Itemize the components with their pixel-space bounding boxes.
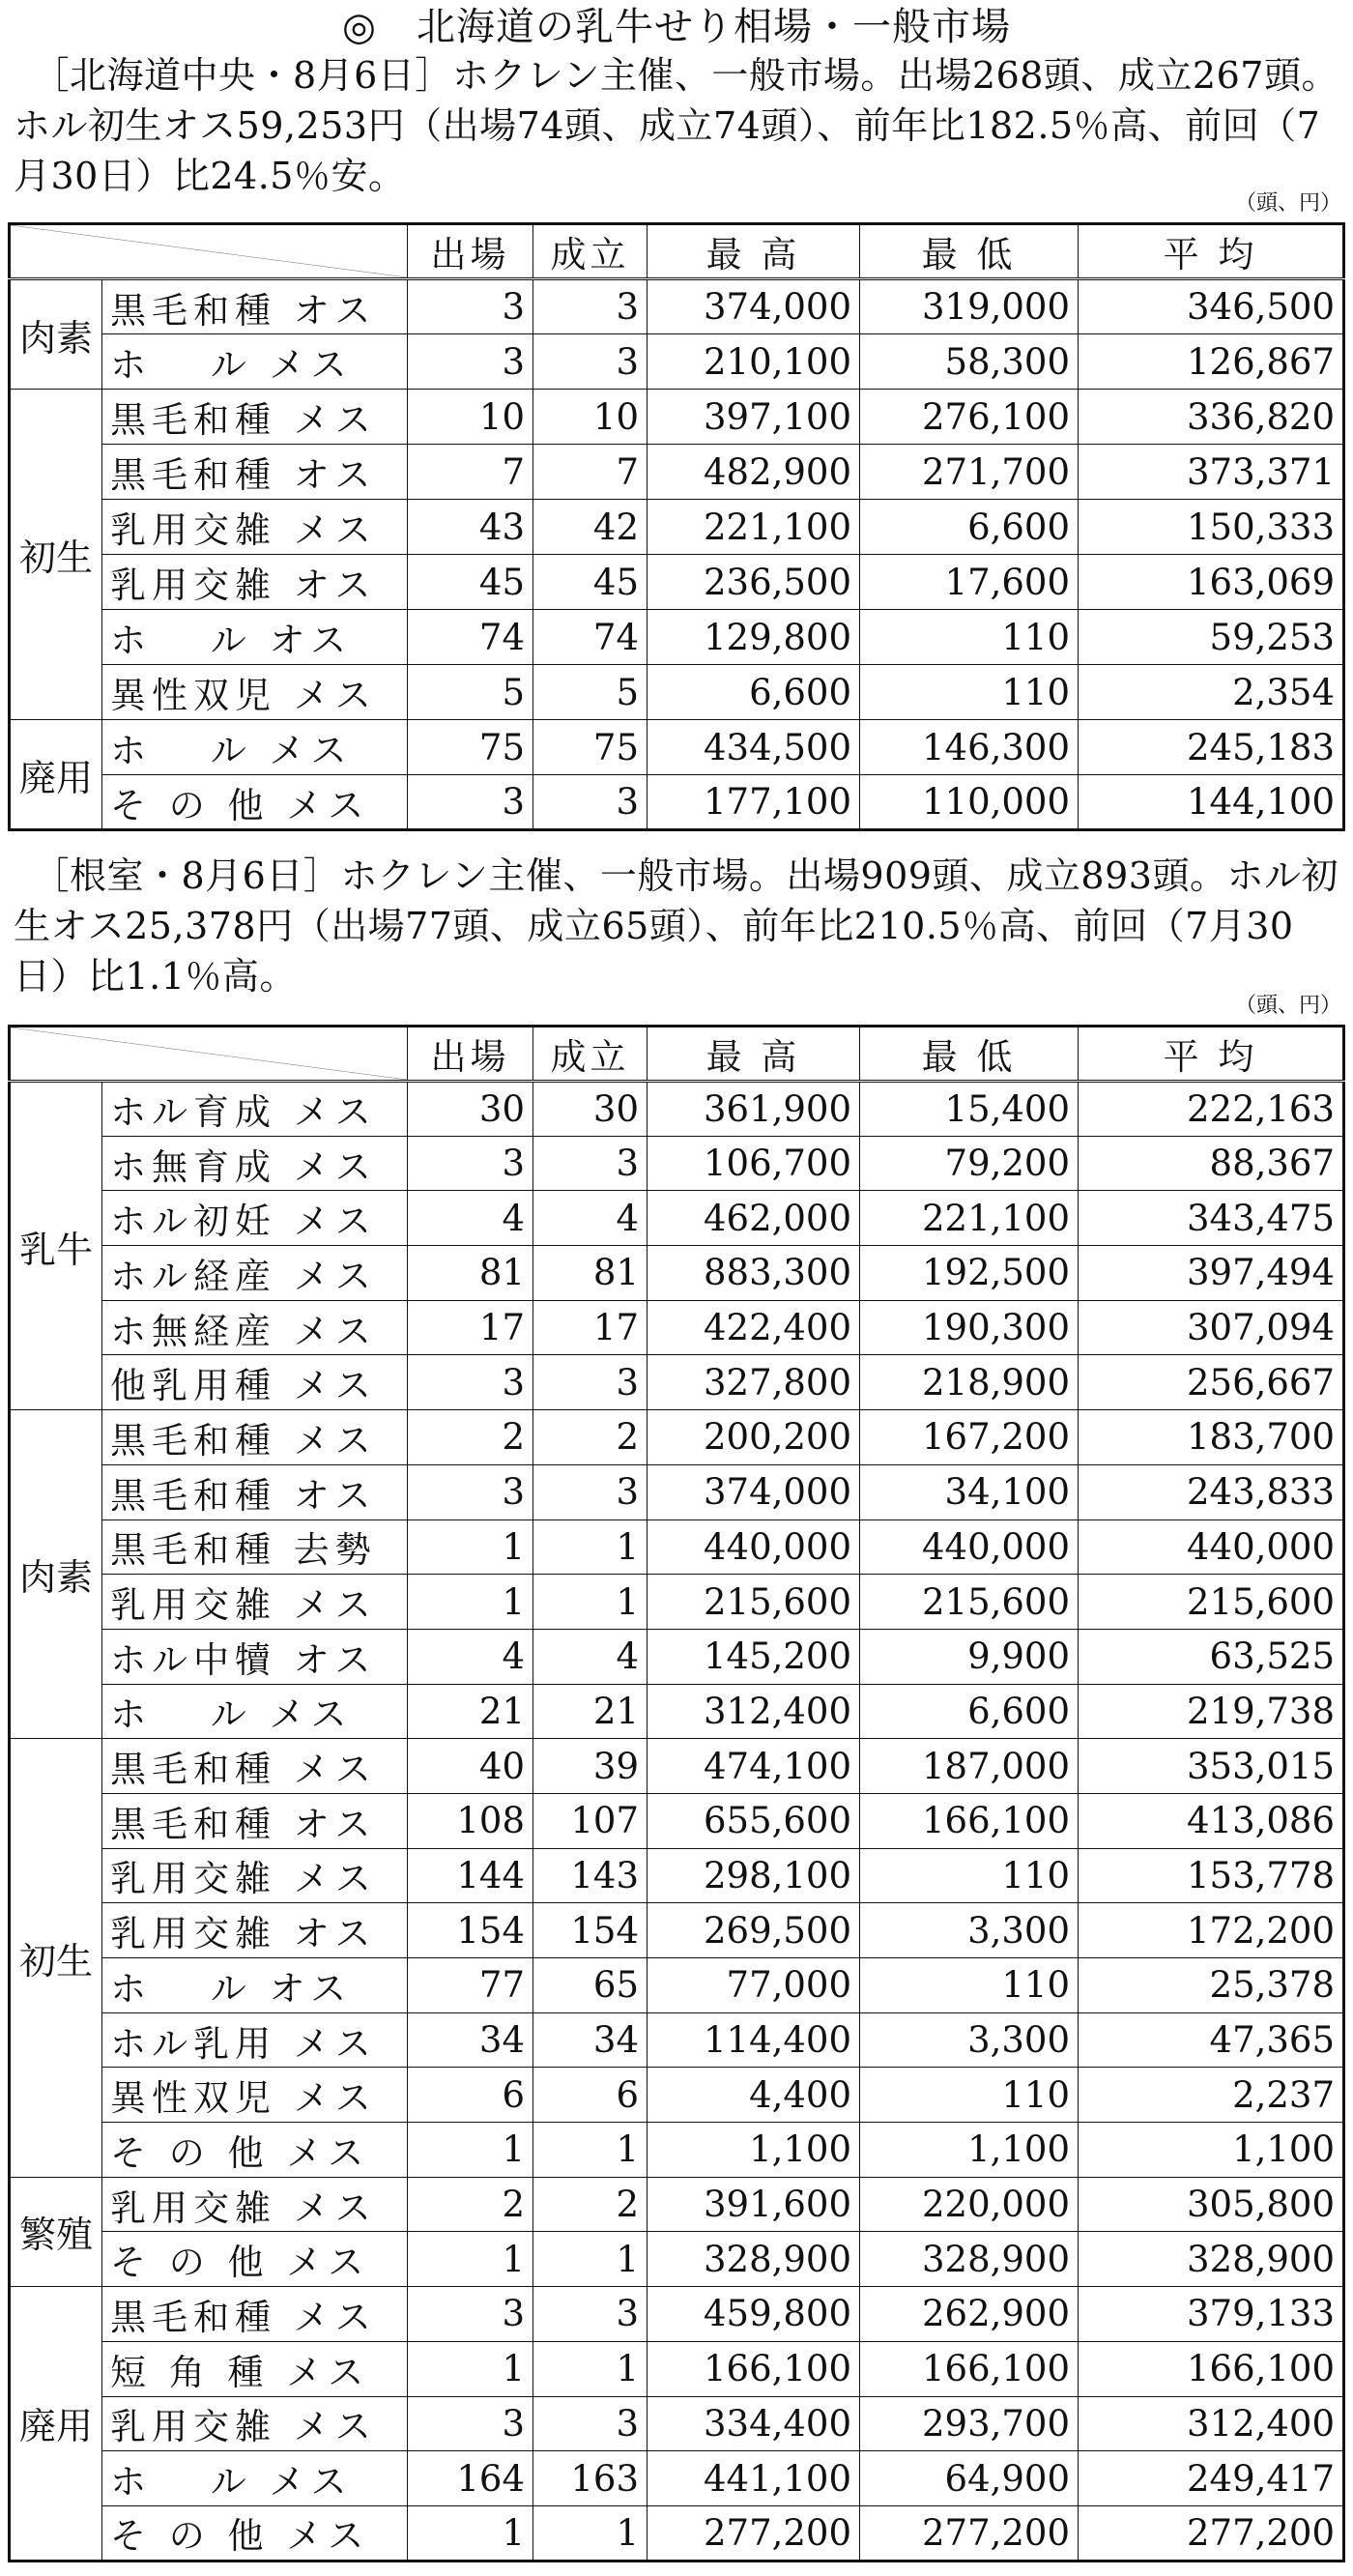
breed-sex-label: 乳用交雑 メス (102, 2396, 408, 2451)
count-listed-cell: 3 (408, 775, 533, 830)
breed-sex-label: ホ ル オス (102, 610, 408, 665)
count-sold-cell: 3 (533, 334, 648, 390)
price-average-cell: 373,371 (1079, 445, 1344, 500)
diagonal-header-cell (10, 1027, 408, 1082)
count-listed-cell: 2 (408, 2177, 533, 2232)
price-high-cell: 200,200 (648, 1410, 860, 1465)
price-average-cell: 59,253 (1079, 610, 1344, 665)
market-summary-hokkaido-chuo: ［北海道中央・8月6日］ホクレン主催、一般市場。出場268頭、成立267頭。ホル初生オス59,253円（出場74頭、成立74頭）、前年比182.5％高、前回（7月30日）比24.5％安。 (14, 54, 1339, 197)
count-listed-cell: 40 (408, 1739, 533, 1794)
count-sold-cell: 42 (533, 500, 648, 555)
column-header: 出場 (408, 224, 533, 279)
price-average-cell: 25,378 (1079, 1958, 1344, 2013)
table-row (10, 390, 1344, 445)
table-row (10, 1903, 1344, 1958)
table-row (10, 1246, 1344, 1301)
price-average-cell: 245,183 (1079, 720, 1344, 775)
price-high-cell: 277,200 (648, 2505, 860, 2561)
count-sold-cell: 107 (533, 1793, 648, 1848)
count-listed-cell: 1 (408, 2505, 533, 2561)
breed-sex-label: ホ ル メス (102, 1684, 408, 1739)
count-sold-cell: 3 (533, 1355, 648, 1410)
breed-sex-label: 他乳用種 メス (102, 1355, 408, 1410)
count-sold-cell: 1 (533, 2341, 648, 2396)
price-low-cell: 166,100 (860, 2341, 1079, 2396)
price-low-cell: 146,300 (860, 720, 1079, 775)
price-average-cell: 305,800 (1079, 2177, 1344, 2232)
price-average-cell: 63,525 (1079, 1629, 1344, 1684)
breed-sex-label: そ の 他 メス (102, 2505, 408, 2561)
count-sold-cell: 21 (533, 1684, 648, 1739)
table-row (10, 1082, 1344, 1137)
count-listed-cell: 144 (408, 1848, 533, 1903)
price-high-cell: 312,400 (648, 1684, 860, 1739)
price-average-cell: 215,600 (1079, 1575, 1344, 1630)
breed-sex-label: 乳用交雑 オス (102, 555, 408, 610)
table-row (10, 2451, 1344, 2506)
category-label: 肉素 (10, 1410, 102, 1739)
count-listed-cell: 1 (408, 2123, 533, 2178)
column-header: 出場 (408, 1027, 533, 1082)
count-sold-cell: 1 (533, 1575, 648, 1630)
price-low-cell: 110 (860, 1958, 1079, 2013)
price-low-cell: 110 (860, 665, 1079, 720)
breed-sex-label: 黒毛和種 メス (102, 1739, 408, 1794)
count-listed-cell: 3 (408, 279, 533, 334)
table-row (10, 720, 1344, 775)
category-label: 初生 (10, 1739, 102, 2178)
count-sold-cell: 75 (533, 720, 648, 775)
price-low-cell: 220,000 (860, 2177, 1079, 2232)
table-row (10, 1848, 1344, 1903)
price-average-cell: 1,100 (1079, 2123, 1344, 2178)
count-listed-cell: 3 (408, 2396, 533, 2451)
breed-sex-label: そ の 他 メス (102, 2123, 408, 2178)
price-high-cell: 391,600 (648, 2177, 860, 2232)
count-sold-cell: 4 (533, 1629, 648, 1684)
price-average-cell: 413,086 (1079, 1793, 1344, 1848)
price-high-cell: 4,400 (648, 2068, 860, 2123)
category-label: 繁殖 (10, 2177, 102, 2286)
header-row (10, 224, 1344, 279)
count-sold-cell: 2 (533, 1410, 648, 1465)
count-listed-cell: 3 (408, 334, 533, 390)
price-high-cell: 215,600 (648, 1575, 860, 1630)
count-sold-cell: 3 (533, 279, 648, 334)
column-header: 最 高 (648, 1027, 860, 1082)
count-sold-cell: 3 (533, 775, 648, 830)
table-row (10, 555, 1344, 610)
column-header: 最 低 (860, 224, 1079, 279)
count-listed-cell: 3 (408, 1464, 533, 1520)
breed-sex-label: 黒毛和種 オス (102, 1793, 408, 1848)
breed-sex-label: 黒毛和種 オス (102, 279, 408, 334)
breed-sex-label: 乳用交雑 オス (102, 1903, 408, 1958)
price-low-cell: 9,900 (860, 1629, 1079, 1684)
header-row (10, 1027, 1344, 1082)
price-low-cell: 34,100 (860, 1464, 1079, 1520)
table-row (10, 1575, 1344, 1630)
table-row (10, 2505, 1344, 2561)
breed-sex-label: ホル経産 メス (102, 1246, 408, 1301)
price-low-cell: 110 (860, 610, 1079, 665)
count-sold-cell: 143 (533, 1848, 648, 1903)
breed-sex-label: 短 角 種 メス (102, 2341, 408, 2396)
breed-sex-label: 黒毛和種 メス (102, 1410, 408, 1465)
price-low-cell: 192,500 (860, 1246, 1079, 1301)
price-high-cell: 77,000 (648, 1958, 860, 2013)
count-sold-cell: 39 (533, 1739, 648, 1794)
price-table-nemuro (8, 1025, 1345, 2562)
breed-sex-label: ホル乳用 メス (102, 2012, 408, 2068)
price-low-cell: 190,300 (860, 1300, 1079, 1355)
price-low-cell: 1,100 (860, 2123, 1079, 2178)
table-row (10, 1191, 1344, 1246)
price-low-cell: 218,900 (860, 1355, 1079, 1410)
price-average-cell: 249,417 (1079, 2451, 1344, 2506)
table-row (10, 1684, 1344, 1739)
count-sold-cell: 6 (533, 2068, 648, 2123)
count-listed-cell: 43 (408, 500, 533, 555)
breed-sex-label: そ の 他 メス (102, 775, 408, 830)
price-high-cell: 106,700 (648, 1136, 860, 1191)
count-listed-cell: 5 (408, 665, 533, 720)
category-label: 乳牛 (10, 1082, 102, 1410)
count-sold-cell: 1 (533, 2123, 648, 2178)
price-average-cell: 346,500 (1079, 279, 1344, 334)
count-sold-cell: 10 (533, 390, 648, 445)
price-low-cell: 166,100 (860, 1793, 1079, 1848)
price-high-cell: 6,600 (648, 665, 860, 720)
count-listed-cell: 4 (408, 1629, 533, 1684)
price-low-cell: 167,200 (860, 1410, 1079, 1465)
market-summary-nemuro: ［根室・8月6日］ホクレン主催、一般市場。出場909頭、成立893頭。ホル初生オス25,378円（出場77頭、成立65頭）、前年比210.5％高、前回（7月30日）比1.1％高。 (14, 854, 1339, 998)
price-average-cell: 222,163 (1079, 1082, 1344, 1137)
column-header: 成立 (533, 224, 648, 279)
table-row (10, 279, 1344, 334)
price-low-cell: 58,300 (860, 334, 1079, 390)
count-listed-cell: 108 (408, 1793, 533, 1848)
category-label: 廃用 (10, 720, 102, 830)
column-header: 最 低 (860, 1027, 1079, 1082)
price-low-cell: 215,600 (860, 1575, 1079, 1630)
breed-sex-label: 乳用交雑 メス (102, 500, 408, 555)
category-label: 初生 (10, 390, 102, 720)
price-average-cell: 397,494 (1079, 1246, 1344, 1301)
count-sold-cell: 45 (533, 555, 648, 610)
price-low-cell: 110,000 (860, 775, 1079, 830)
price-average-cell: 328,900 (1079, 2232, 1344, 2287)
price-high-cell: 440,000 (648, 1520, 860, 1575)
breed-sex-label: 異性双児 メス (102, 665, 408, 720)
count-listed-cell: 30 (408, 1082, 533, 1137)
table-row (10, 1136, 1344, 1191)
count-listed-cell: 75 (408, 720, 533, 775)
count-listed-cell: 45 (408, 555, 533, 610)
price-average-cell: 163,069 (1079, 555, 1344, 610)
price-average-cell: 277,200 (1079, 2505, 1344, 2561)
count-sold-cell: 30 (533, 1082, 648, 1137)
breed-sex-label: 乳用交雑 メス (102, 2177, 408, 2232)
table-row (10, 1464, 1344, 1520)
column-header: 最 高 (648, 224, 860, 279)
table-row (10, 2068, 1344, 2123)
price-average-cell: 336,820 (1079, 390, 1344, 445)
count-listed-cell: 4 (408, 1191, 533, 1246)
count-sold-cell: 5 (533, 665, 648, 720)
count-sold-cell: 154 (533, 1903, 648, 1958)
table-row (10, 500, 1344, 555)
breed-sex-label: ホル中犢 オス (102, 1629, 408, 1684)
price-low-cell: 221,100 (860, 1191, 1079, 1246)
price-low-cell: 110 (860, 2068, 1079, 2123)
price-high-cell: 1,100 (648, 2123, 860, 2178)
breed-sex-label: ホ無育成 メス (102, 1136, 408, 1191)
price-average-cell: 144,100 (1079, 775, 1344, 830)
price-high-cell: 145,200 (648, 1629, 860, 1684)
table-row (10, 1793, 1344, 1848)
price-average-cell: 88,367 (1079, 1136, 1344, 1191)
price-low-cell: 3,300 (860, 1903, 1079, 1958)
table-row (10, 445, 1344, 500)
count-listed-cell: 164 (408, 2451, 533, 2506)
category-label: 廃用 (10, 2287, 102, 2561)
price-low-cell: 6,600 (860, 500, 1079, 555)
count-listed-cell: 21 (408, 1684, 533, 1739)
table-row (10, 1355, 1344, 1410)
column-header: 成立 (533, 1027, 648, 1082)
price-average-cell: 153,778 (1079, 1848, 1344, 1903)
price-high-cell: 441,100 (648, 2451, 860, 2506)
table-row (10, 2012, 1344, 2068)
count-listed-cell: 81 (408, 1246, 533, 1301)
count-sold-cell: 4 (533, 1191, 648, 1246)
price-low-cell: 64,900 (860, 2451, 1079, 2506)
breed-sex-label: ホ ル オス (102, 1958, 408, 2013)
price-average-cell: 150,333 (1079, 500, 1344, 555)
count-sold-cell: 3 (533, 1464, 648, 1520)
price-high-cell: 374,000 (648, 1464, 860, 1520)
count-sold-cell: 34 (533, 2012, 648, 2068)
category-label: 肉素 (10, 279, 102, 390)
table-row (10, 2341, 1344, 2396)
table-row (10, 2123, 1344, 2178)
diagonal-header-cell (10, 224, 408, 279)
count-sold-cell: 1 (533, 2232, 648, 2287)
price-average-cell: 166,100 (1079, 2341, 1344, 2396)
price-high-cell: 459,800 (648, 2287, 860, 2342)
count-listed-cell: 1 (408, 1520, 533, 1575)
price-low-cell: 110 (860, 1848, 1079, 1903)
breed-sex-label: ホ ル メス (102, 720, 408, 775)
breed-sex-label: 黒毛和種 オス (102, 445, 408, 500)
table-row (10, 2232, 1344, 2287)
price-low-cell: 15,400 (860, 1082, 1079, 1137)
table-row (10, 610, 1344, 665)
price-high-cell: 334,400 (648, 2396, 860, 2451)
count-listed-cell: 6 (408, 2068, 533, 2123)
count-listed-cell: 1 (408, 2232, 533, 2287)
price-high-cell: 269,500 (648, 1903, 860, 1958)
breed-sex-label: 黒毛和種 去勢 (102, 1520, 408, 1575)
price-low-cell: 319,000 (860, 279, 1079, 334)
price-table-hokkaido-chuo (8, 222, 1345, 831)
price-high-cell: 327,800 (648, 1355, 860, 1410)
table-row (10, 1739, 1344, 1794)
count-sold-cell: 17 (533, 1300, 648, 1355)
price-high-cell: 655,600 (648, 1793, 860, 1848)
breed-sex-label: ホ ル メス (102, 2451, 408, 2506)
price-low-cell: 6,600 (860, 1684, 1079, 1739)
count-listed-cell: 3 (408, 1355, 533, 1410)
price-average-cell: 47,365 (1079, 2012, 1344, 2068)
price-low-cell: 328,900 (860, 2232, 1079, 2287)
table-row (10, 2396, 1344, 2451)
table-row (10, 1629, 1344, 1684)
price-average-cell: 343,475 (1079, 1191, 1344, 1246)
price-high-cell: 397,100 (648, 390, 860, 445)
count-listed-cell: 2 (408, 1410, 533, 1465)
table-row (10, 775, 1344, 830)
price-high-cell: 361,900 (648, 1082, 860, 1137)
price-average-cell: 183,700 (1079, 1410, 1344, 1465)
price-high-cell: 298,100 (648, 1848, 860, 1903)
count-listed-cell: 7 (408, 445, 533, 500)
price-average-cell: 2,237 (1079, 2068, 1344, 2123)
price-high-cell: 328,900 (648, 2232, 860, 2287)
price-average-cell: 353,015 (1079, 1739, 1344, 1794)
count-sold-cell: 3 (533, 2287, 648, 2342)
count-sold-cell: 3 (533, 2396, 648, 2451)
price-low-cell: 440,000 (860, 1520, 1079, 1575)
price-low-cell: 293,700 (860, 2396, 1079, 2451)
count-listed-cell: 3 (408, 1136, 533, 1191)
price-low-cell: 271,700 (860, 445, 1079, 500)
count-sold-cell: 74 (533, 610, 648, 665)
price-high-cell: 434,500 (648, 720, 860, 775)
price-average-cell: 243,833 (1079, 1464, 1344, 1520)
price-high-cell: 422,400 (648, 1300, 860, 1355)
table-row (10, 334, 1344, 390)
price-low-cell: 79,200 (860, 1136, 1079, 1191)
count-listed-cell: 34 (408, 2012, 533, 2068)
count-sold-cell: 81 (533, 1246, 648, 1301)
table-row (10, 1520, 1344, 1575)
price-average-cell: 172,200 (1079, 1903, 1344, 1958)
page-title: ◎ 北海道の乳牛せり相場・一般市場 (342, 5, 1011, 49)
price-low-cell: 3,300 (860, 2012, 1079, 2068)
breed-sex-label: ホル初妊 メス (102, 1191, 408, 1246)
price-average-cell: 126,867 (1079, 334, 1344, 390)
table-row (10, 665, 1344, 720)
price-high-cell: 166,100 (648, 2341, 860, 2396)
count-sold-cell: 7 (533, 445, 648, 500)
breed-sex-label: 乳用交雑 メス (102, 1848, 408, 1903)
price-high-cell: 462,000 (648, 1191, 860, 1246)
price-high-cell: 883,300 (648, 1246, 860, 1301)
price-high-cell: 114,400 (648, 2012, 860, 2068)
count-sold-cell: 1 (533, 2505, 648, 2561)
count-sold-cell: 3 (533, 1136, 648, 1191)
price-low-cell: 276,100 (860, 390, 1079, 445)
column-header: 平 均 (1079, 1027, 1344, 1082)
count-sold-cell: 163 (533, 2451, 648, 2506)
count-listed-cell: 1 (408, 2341, 533, 2396)
price-high-cell: 221,100 (648, 500, 860, 555)
breed-sex-label: 異性双児 メス (102, 2068, 408, 2123)
breed-sex-label: 乳用交雑 メス (102, 1575, 408, 1630)
table-row (10, 1300, 1344, 1355)
count-sold-cell: 2 (533, 2177, 648, 2232)
price-low-cell: 17,600 (860, 555, 1079, 610)
unit-note: （頭、円） (1234, 191, 1341, 216)
breed-sex-label: 黒毛和種 メス (102, 390, 408, 445)
table-row (10, 1958, 1344, 2013)
count-listed-cell: 154 (408, 1903, 533, 1958)
price-average-cell: 312,400 (1079, 2396, 1344, 2451)
price-low-cell: 187,000 (860, 1739, 1079, 1794)
breed-sex-label: そ の 他 メス (102, 2232, 408, 2287)
price-high-cell: 236,500 (648, 555, 860, 610)
price-high-cell: 374,000 (648, 279, 860, 334)
price-high-cell: 129,800 (648, 610, 860, 665)
price-high-cell: 474,100 (648, 1739, 860, 1794)
breed-sex-label: ホル育成 メス (102, 1082, 408, 1137)
price-high-cell: 482,900 (648, 445, 860, 500)
table-row (10, 2177, 1344, 2232)
breed-sex-label: ホ無経産 メス (102, 1300, 408, 1355)
count-listed-cell: 10 (408, 390, 533, 445)
unit-note: （頭、円） (1234, 994, 1341, 1018)
breed-sex-label: ホ ル メス (102, 334, 408, 390)
price-average-cell: 379,133 (1079, 2287, 1344, 2342)
count-sold-cell: 65 (533, 1958, 648, 2013)
count-listed-cell: 1 (408, 1575, 533, 1630)
count-listed-cell: 3 (408, 2287, 533, 2342)
count-listed-cell: 77 (408, 1958, 533, 2013)
count-listed-cell: 17 (408, 1300, 533, 1355)
price-average-cell: 307,094 (1079, 1300, 1344, 1355)
count-sold-cell: 1 (533, 1520, 648, 1575)
breed-sex-label: 黒毛和種 オス (102, 1464, 408, 1520)
price-high-cell: 210,100 (648, 334, 860, 390)
table-row (10, 2287, 1344, 2342)
count-listed-cell: 74 (408, 610, 533, 665)
price-high-cell: 177,100 (648, 775, 860, 830)
price-low-cell: 277,200 (860, 2505, 1079, 2561)
price-average-cell: 440,000 (1079, 1520, 1344, 1575)
price-average-cell: 2,354 (1079, 665, 1344, 720)
price-average-cell: 219,738 (1079, 1684, 1344, 1739)
column-header: 平 均 (1079, 224, 1344, 279)
price-average-cell: 256,667 (1079, 1355, 1344, 1410)
breed-sex-label: 黒毛和種 メス (102, 2287, 408, 2342)
price-low-cell: 262,900 (860, 2287, 1079, 2342)
table-row (10, 1410, 1344, 1465)
